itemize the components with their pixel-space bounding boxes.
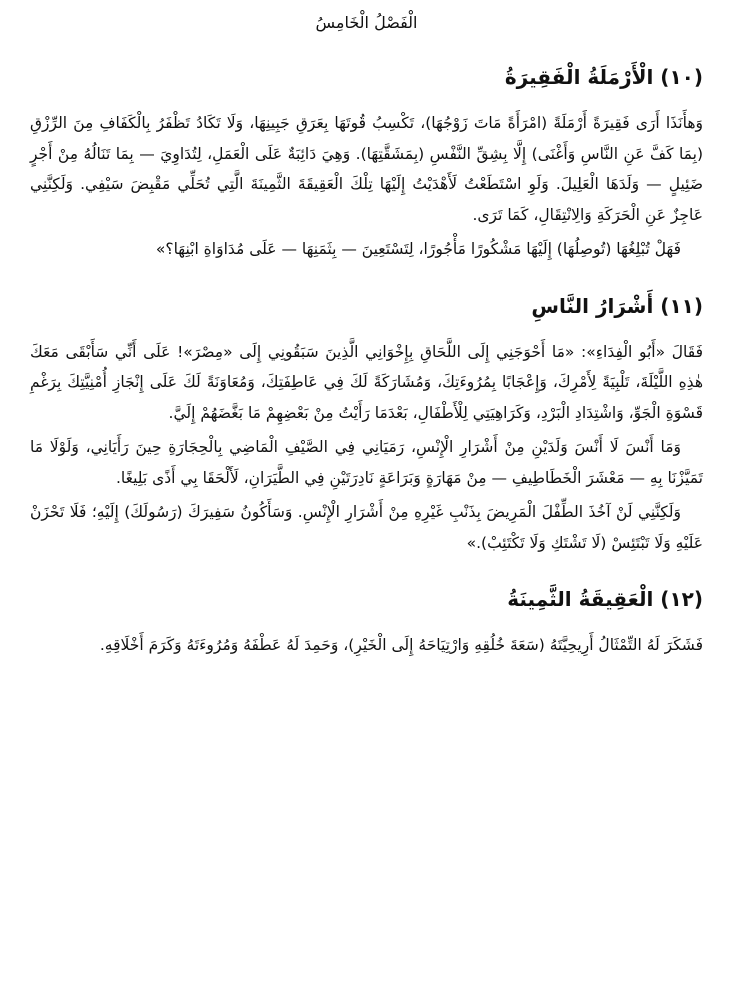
section-title: (١٠) الْأَرْمَلَةُ الْفَقِيرَةُ <box>504 65 703 89</box>
section-title: (١٢) الْعَقِيقَةُ الثَّمِينَةُ <box>507 587 703 611</box>
paragraph: وَهأَنَذَا أَرَى فَقِيرَةً أَرْمَلَةً (امْرَأَةً مَاتَ زَوْجُهَا)، تَكْسِبُ قُوتَهَا بِعَرَقِ جَبِينِهَا، وَلَا تَكَادُ تَظْفَرُ بِالْكَفَافِ مِنَ الرِّزْقِ (بِمَا كَفَّ عَنِ النَّاسِ وَأَغْنَى) إِلَّا بِشِقِّ النَّفْسِ (بِمَشَقَّتِهَا). وَهِيَ دَائِبَةٌ عَلَى الْعَمَلِ، لِتُدَاوِيَ — بِمَا تَنَالُهُ مِنْ أَجْرٍ ضَئِيلٍ — وَلَدَهَا الْعَلِيلَ. وَلَوِ اسْتَطَعْتُ لَأَهْدَيْتُ إِلَيْهَا تِلْكَ الْعَقِيقَةَ الثَّمِينَةَ الَّتِي تُحَلِّي مَقْبِضَ سَيْفِي. وَلَكِنَّنِي عَاجِزٌ عَنِ الْحَرَكَةِ وَالِانْتِقَالِ، كَمَا تَرَى. <box>30 114 703 224</box>
section-11 <box>30 289 703 559</box>
paragraph: فَشَكَرَ لَهُ التِّمْثَالُ أَرِيحِيَّتَهُ (سَعَةَ خُلُقِهِ وَارْتِيَاحَهُ إِلَى الْخَيْرِ)، وَحَمِدَ لَهُ عَطْفَهُ وَمُرُوءَتَهُ وَكَرَمَ أَخْلَاقِهِ. <box>99 636 703 654</box>
paragraph: وَلَكِنَّنِي لَنْ آخُذَ الطِّفْلَ الْمَرِيضَ بِذَنْبِ غَيْرِهِ مِنْ أَشْرَارِ الْإِنْسِ. وَسَأَكُونُ سَفِيرَكَ (رَسُولَكَ) إِلَيْهِ؛ فَلَا تَحْزَنْ عَلَيْهِ وَلَا تَبْتَئِسْ (لَا تَشْتَكِ وَلَا تَكْتَئِبْ).» <box>30 503 703 552</box>
paragraph: فَهَلْ تُبْلِغُهَا (تُوصِلُهَا) إِلَيْهَا مَشْكُورًا مَأْجُورًا، لِتَسْتَعِينَ — بِثَمَنِهَا — عَلَى مُدَاوَاةِ ابْنِهَا؟» <box>155 240 681 258</box>
section-12 <box>30 582 703 661</box>
paragraph: وَمَا أَنْسَ لَا أَنْسَ وَلَدَيْنِ مِنْ أَشْرَارِ الْإِنْسِ، رَمَيَانِي فِي الصَّيْفِ الْمَاضِي بِالْحِجَارَةِ حِينَ رَأَيَانِي، وَلَوْلَا مَا تَمَيَّزْنَا بِهِ — مَعْشَرَ الْخَطَاطِيفِ — مِنْ مَهَارَةٍ وَبَرَاعَةٍ نَادِرَتَيْنِ فِي الطَّيَرَانِ، لَأَلْحَقَا بِي أَذًى بَلِيغًا. <box>30 438 703 487</box>
section-title: (١١) أَشْرَارُ النَّاسِ <box>531 293 703 318</box>
running-head: الْفَصْلُ الْخَامِسُ <box>315 13 418 32</box>
section-10 <box>30 60 703 265</box>
paragraph: فَقَالَ «أَبُو الْفِدَاءِ»: «مَا أَحْوَجَنِي إِلَى اللَّحَاقِ بِإِخْوَانِي الَّذِينَ سَبَقُونِي إِلَى «مِصْرَ»! عَلَى أَنِّي سَأَبْقَى مَعَكَ هٰذِهِ اللَّيْلَةَ، تَلْبِيَةً لِأَمْرِكَ، وَإِعْجَابًا بِمُرُوءَتِكَ، وَمُشَارَكَةً لَكَ فِي عَاطِفَتِكَ، وَمُعَاوَنَةً لَكَ عَلَى إِنْجَازِ أُمْنِيَّتِكَ بِرَغْمِ قَسْوَةِ الْجَوِّ، وَاشْتِدَادِ الْبَرْدِ، وَكَرَاهِيَتِي لِلْأَطْفَالِ، بَعْدَمَا رَأَيْتُ مِنْ بَعْضِهِمْ مَا بَغَّضَهُمْ إِلَيَّ. <box>30 342 703 422</box>
